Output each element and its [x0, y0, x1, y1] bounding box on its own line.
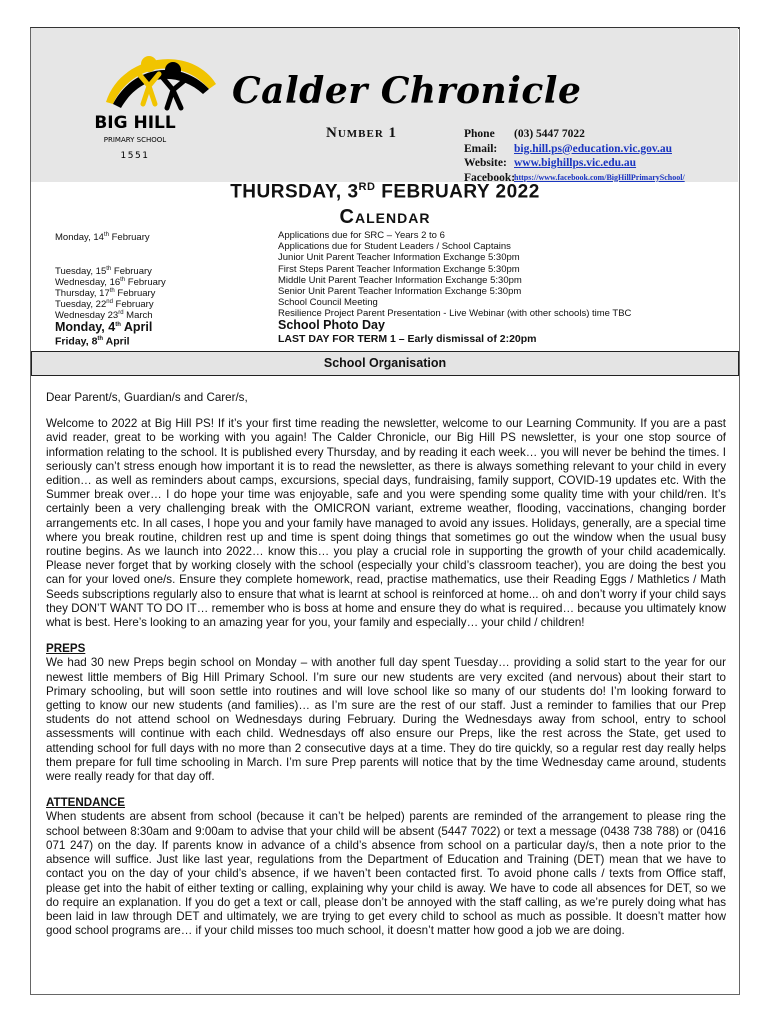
cal-event: Applications due for Student Leaders / School Captains: [278, 241, 511, 253]
attendance-heading: ATTENDANCE: [46, 796, 126, 810]
greeting: Dear Parent/s, Guardian/s and Carer/s,: [46, 391, 248, 404]
cal-event: Applications due for SRC – Years 2 to 6: [278, 230, 445, 241]
newsletter-title: Calder Chronicle: [232, 70, 582, 112]
cal-event: School Council Meeting: [278, 297, 378, 309]
welcome-paragraph: Welcome to 2022 at Big Hill PS! If it’s your first time reading the newsletter, welcome to our Learning Community. If you are a past avid reader, great to be working with you again! The Calder Chronicle, our Big Hill PS newsletter, is your one stop source of information relating to the school. It is published every Thursday, and by reading it each week… you will never be behind the times. I seriously can’t stress enough how important it is to read the newsletter, as there is always something relevant to your child in every edition… as well as reminders about camps, excursions, special days, fundraising, family support, COVID-19 updates etc. With the Summer break over… I do hope your time was enjoyable, safe and you were spending some quality time with your child/ren. It’s certainly been a very challenging break with the OMICRON variant, extreme weather, flooding, vaccinations, changing border arrangements etc. In all cases, I hope you and your family have managed to avoid any issues. Holidays, generally, are a special time where you break routine, children rest up and time is spent doing things that sometimes go out the window when the usual busy routine begins. As we launch into 2022… know this… you play a crucial role in supporting the growth of your child academically. Please never forget that by working closely with the school (especially your child’s classroom teacher), you are doing the best you can for your loved one/s. Ensure they complete homework, read, practise mathematics, use their Reading Eggs / Mathletics / Math Seeds subscriptions regularly also to ensure that what is learnt at school is reinforced at home... oh and don’t worry if your child says they DON’T WANT TO DO IT… remember who is boss at home and ensure they do what is required… because you ultimately know what is best. Here’s looking to an amazing year for you, your family and especially… your child / children!: [46, 417, 726, 630]
phone-value: (03) 5447 7022: [514, 128, 585, 140]
cal-date: Thursday, 17th February: [55, 288, 156, 300]
preps-paragraph: We had 30 new Preps begin school on Monday – with another full day spent Tuesday… providing a solid start to the year for our newest little members of Big Hill Primary School. I’m sure our new students are very excited (and nervous) about their start to Primary schooling, but will soon settle into routines and will love school like so many of our students do! I’m looking forward to getting to know our new students (and families)… as I’m sure are the rest of our staff. Just a reminder to families that our Prep students do not attend school on Wednesdays during February. During the Wednesdays away from school, entry to school assessments will continue with each child. Wednesdays off also ensure our Preps, like the rest across the State, get used to attending school for full days with no more than 2 consecutive days at a time. They do tire quickly, so a regular rest day really helps them prepare for full time schooling in March. I’m sure Prep parents will notice that by the time Wednesday came around, students were really ready for that day off.: [46, 656, 726, 784]
website-label: Website:: [464, 157, 507, 169]
section-heading: School Organisation: [31, 351, 739, 376]
issue-number: Number 1: [326, 125, 398, 141]
cal-event: Senior Unit Parent Teacher Information Exchange 5:30pm: [278, 286, 522, 297]
contact-block: [464, 127, 685, 185]
cal-date: Wednesday 23rd March: [55, 310, 153, 322]
newsletter-body: [46, 391, 726, 938]
cal-date: Friday, 8th April: [55, 335, 130, 348]
email-label: Email:: [464, 142, 498, 155]
website-link[interactable]: www.bighillps.vic.edu.au: [514, 157, 637, 169]
cal-event: Junior Unit Parent Teacher Information Exchange 5:30pm: [278, 252, 520, 264]
preps-heading: PREPS: [46, 642, 86, 656]
cal-date: Tuesday, 15th February: [55, 265, 152, 277]
email-link[interactable]: big.hill.ps@education.vic.gov.au: [514, 142, 672, 155]
school-number: 1551: [120, 151, 150, 161]
phone-label: Phone: [464, 128, 495, 140]
school-logo: [51, 44, 219, 164]
facebook-link[interactable]: https://www.facebook.com/BigHillPrimarySchool/: [514, 172, 685, 182]
issue-date: THURSDAY, 3RD FEBRUARY 2022: [230, 181, 540, 203]
facebook-label: Facebook:: [464, 171, 516, 184]
calendar-heading: Calendar: [339, 206, 431, 228]
school-name: BIG HILL: [94, 113, 176, 133]
cal-event: School Photo Day: [278, 318, 385, 332]
cal-event: Middle Unit Parent Teacher Information Exchange 5:30pm: [278, 274, 522, 286]
cal-date: Tuesday, 22nd February: [55, 299, 154, 311]
cal-event: First Steps Parent Teacher Information Exchange 5:30pm: [278, 263, 520, 275]
cal-event: LAST DAY FOR TERM 1 – Early dismissal of 2:20pm: [278, 333, 537, 345]
cal-event: Resilience Project Parent Presentation - Live Webinar (with other schools) time TBC: [278, 308, 632, 320]
cal-date: Monday, 14th February: [55, 232, 150, 244]
attendance-paragraph: When students are absent from school (because it can’t be helped) parents are reminded of the arrangement to please ring the school between 8:30am and 9:00am to advise that your child will be absent (5447 7022) or text a message (0438 738 788) or (0416 071 247) on the day. If parents know in advance of a child’s absence from school on a particular day/s, then a note prior to the absence will suffice. Just like last year, regulations from the Department of Education and Training (DET) mean that we have to contact you on the day of your child’s absence, if we haven’t been contacted first. To avoid phone calls / texts from Office staff, please get into the habit of either texting or calling, explaining why your child is away. We have to code all absences for DET, so we do require an explanation. If you do get a text or call, please don’t be annoyed with the staff calling, as we’re purely doing what has been laid in law through DET and ultimately, we are trying to get every child to school as much as possible. It doesn’t matter how good school programs are… if your child misses too much school, it doesn’t matter how good a job we are doing.: [46, 810, 726, 938]
cal-date: Monday, 4th April: [55, 320, 153, 335]
school-subtitle: PRIMARY SCHOOL: [103, 136, 167, 144]
cal-date: Wednesday, 16th February: [55, 276, 166, 288]
